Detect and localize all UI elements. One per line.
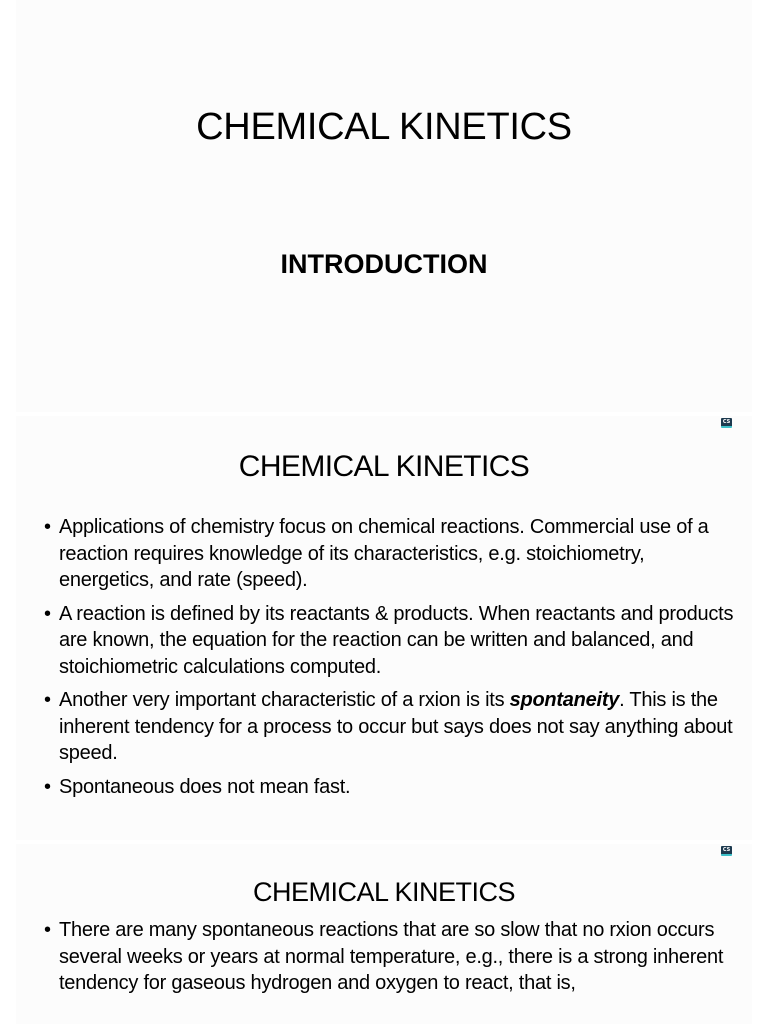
emphasis-term: spontaneity <box>509 689 620 711</box>
slide-1-title: CHEMICAL KINETICS <box>196 106 572 148</box>
slide-1 <box>16 0 752 412</box>
slide-2-bullet-list <box>42 514 736 807</box>
list-item: • There are many spontaneous reactions that are so slow that no rxion occurs several weeks or years at normal temperature, e.g., there is a strong inherent tendency for gaseous hydrogen and oxygen to react, that is, <box>42 917 736 997</box>
list-item: • Spontaneous does not mean fast. <box>42 774 736 801</box>
camscanner-logo-icon: CS <box>721 846 732 856</box>
camscanner-logo-icon: CS <box>721 418 732 428</box>
slide-2 <box>16 416 752 840</box>
bullet-text: Another very important characteristic of a rxion is its <box>59 689 510 711</box>
bullet-text: . This is the inherent tendency for a process to occur but says does not say anything about speed. <box>59 689 733 764</box>
list-item <box>42 687 736 767</box>
slide-3 <box>16 844 752 1024</box>
slide-3-title: CHEMICAL KINETICS <box>252 877 516 907</box>
slide-1-subtitle: INTRODUCTION <box>280 249 488 279</box>
slide-3-bullet-list <box>42 917 736 1004</box>
slide-2-title: CHEMICAL KINETICS <box>238 450 530 483</box>
list-item: • A reaction is defined by its reactants & products. When reactants and products are known, the equation for the reaction can be written and balanced, and stoichiometric calculations computed. <box>42 601 736 681</box>
list-item: • Applications of chemistry focus on chemical reactions. Commercial use of a reaction requires knowledge of its characteristics, e.g. stoichiometry, energetics, and rate (speed). <box>42 514 736 594</box>
